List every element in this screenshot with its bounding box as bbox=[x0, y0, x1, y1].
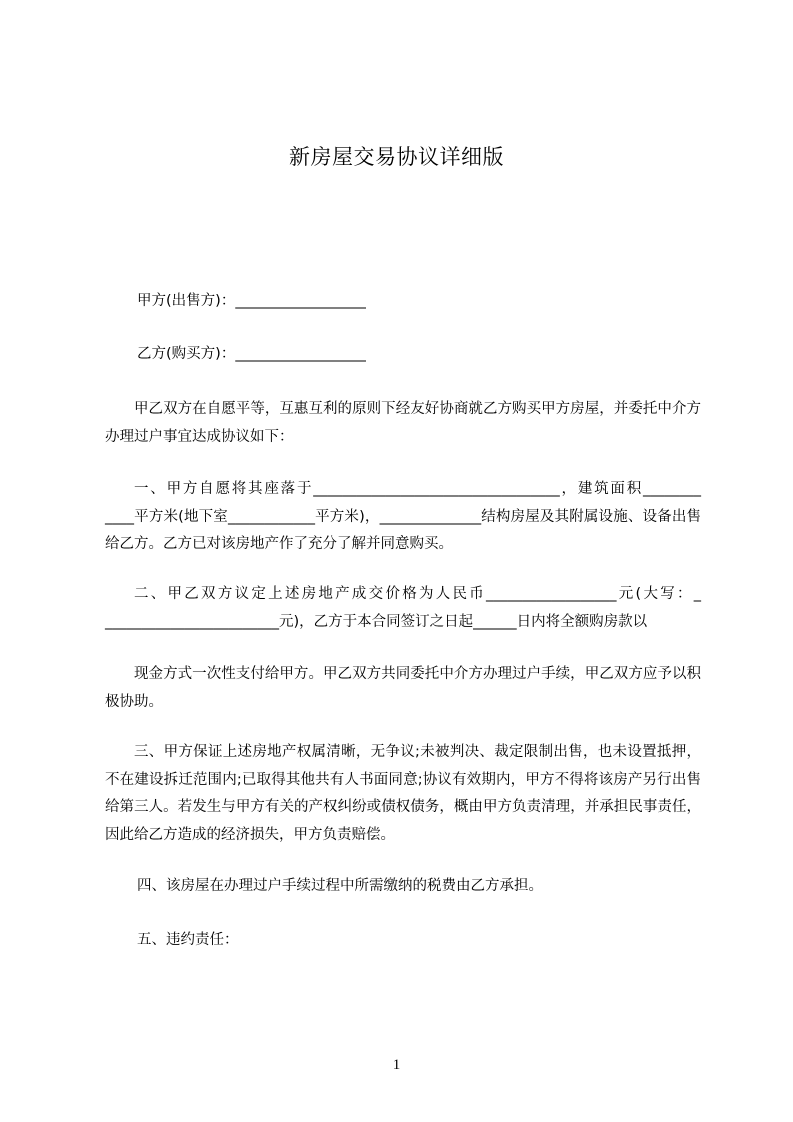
clause-5-heading: 五、违约责任： bbox=[137, 932, 239, 948]
intro-paragraph: 甲乙双方在自愿平等，互惠互利的原则下经友好协商就乙方购买甲方房屋，并委托中介方办理过户事宜达成协议如下： bbox=[105, 401, 701, 445]
clause-2-paragraph: 二、甲乙双方议定上述房地产成交价格为人民币__________________元(大写：_ ________________________元)，乙方于本合同签订之日起______日内将全额购房款以 bbox=[105, 586, 701, 630]
clause-4-line: 四、该房屋在办理过户手续过程中所需缴纳的税费由乙方承担。 bbox=[137, 878, 543, 894]
clause-1-paragraph: 一、甲方自愿将其座落于__________________________________，建筑面积________ ____平方米(地下室____________平方米)，______________结构房屋及其附属设施、设备出售给乙方。乙方已对该房地产作了充分了解并同意购买。 bbox=[105, 481, 701, 552]
party-a-line: 甲方(出售方)：__________________ bbox=[137, 293, 366, 309]
document-title: 新房屋交易协议详细版 bbox=[289, 145, 504, 169]
clause-3-paragraph: 三、甲方保证上述房地产权属清晰，无争议;未被判决、裁定限制出售，也未设置抵押，不在建设拆迁范围内;已取得其他共有人书面同意;协议有效期内，甲方不得将该房产另行出售给第三人。若发生与甲方有关的产权纠纷或债权债务，概由甲方负责清理，并承担民事责任，因此给乙方造成的经济损失，甲方负责赔偿。 bbox=[105, 744, 701, 843]
party-b-line: 乙方(购买方)：__________________ bbox=[137, 346, 366, 362]
page-number: 1 bbox=[392, 1057, 401, 1073]
clause-2-continuation: 现金方式一次性支付给甲方。甲乙双方共同委托中介方办理过户手续，甲乙双方应予以积极协助。 bbox=[105, 666, 701, 710]
